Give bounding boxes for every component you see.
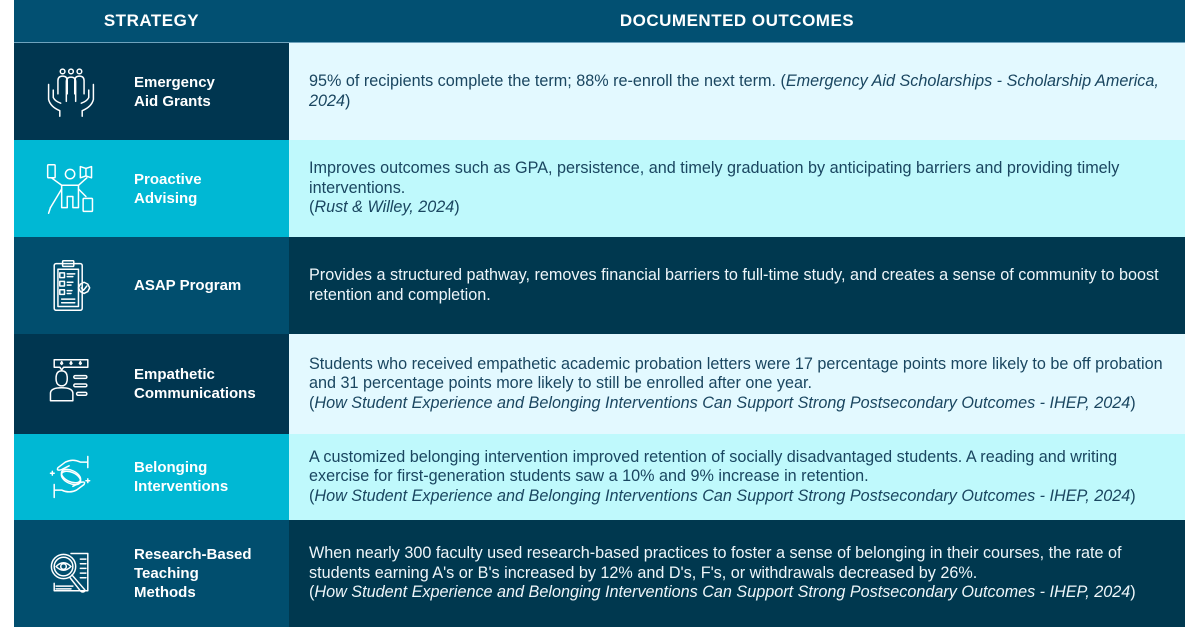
table-row <box>14 334 1185 434</box>
person-rating-feedback-icon <box>42 355 100 413</box>
table-row <box>14 237 1185 334</box>
strategy-cell <box>14 334 289 434</box>
header-documented-outcomes: DOCUMENTED OUTCOMES <box>619 11 855 30</box>
outcome-text: 95% of recipients complete the term; 88% re-enroll the next term. (Emergency Aid Scholarships - Scholarship America, 2024) <box>309 72 1159 110</box>
strategy-label: Proactive Advising <box>134 170 202 207</box>
outcome-text: Improves outcomes such as GPA, persistence, and timely graduation by anticipating barriers and providing timely interventions. (Rust & Willey, 2024) <box>309 159 1120 217</box>
citation: How Student Experience and Belonging Interventions Can Support Strong Postsecondary Outcomes - IHEP, 2024 <box>314 486 1131 505</box>
strategy-cell <box>14 43 289 140</box>
outcome-cell <box>289 43 1185 140</box>
header-strategy: STRATEGY <box>103 11 200 30</box>
citation: Rust & Willey, 2024 <box>314 198 455 217</box>
table-row <box>14 43 1185 140</box>
table-row <box>14 140 1185 237</box>
table-header <box>14 0 1185 43</box>
hands-exchanging-coin-icon <box>42 448 100 506</box>
strategy-label: Research-Based Teaching Methods <box>134 546 252 601</box>
multitasking-person-icon <box>42 160 100 218</box>
outcome-cell <box>289 140 1185 237</box>
strategy-cell <box>14 520 289 627</box>
outcome-text: When nearly 300 faculty used research-based practices to foster a sense of belonging in their courses, the rate of students earning A's or B's increased by 12% and D's, F's, or withdrawals decreased by 26%. (How Student Experience and Belonging Interventions Can Support Strong Postsecondary Outcomes - IHEP, 2024) <box>309 544 1136 602</box>
strategy-label: ASAP Program <box>134 277 242 294</box>
table-row <box>14 520 1185 627</box>
outcome-cell <box>289 237 1185 334</box>
strategy-label: Emergency Aid Grants <box>134 73 215 110</box>
strategy-label: Belonging Interventions <box>134 459 229 495</box>
outcome-cell <box>289 334 1185 434</box>
strategy-cell <box>14 140 289 237</box>
outcome-cell <box>289 434 1185 520</box>
outcome-text: Students who received empathetic academic probation letters were 17 percentage points more likely to be off probation and 31 percentage points more likely to still be enrolled after one year. (How Student Experience and Belonging Interventions Can Support Strong Postsecondary Outcomes - IHEP, 2024) <box>309 354 1163 412</box>
hands-holding-people-icon <box>42 63 100 121</box>
outcome-text: A customized belonging intervention improved retention of socially disadvantaged students. A reading and writing exercise for first-generation students saw a 10% and 9% increase in retention. (How Student Experience and Belonging Interventions Can Support Strong Postsecondary Outcomes - IHEP, 2024) <box>309 447 1136 505</box>
citation: How Student Experience and Belonging Interventions Can Support Strong Postsecondary Outcomes - IHEP, 2024 <box>314 583 1131 602</box>
strategies-table <box>14 0 1185 627</box>
strategy-cell <box>14 434 289 520</box>
citation: Emergency Aid Scholarships - Scholarship America, 2024 <box>309 72 1159 110</box>
table-row <box>14 434 1185 520</box>
strategy-cell <box>14 237 289 334</box>
clipboard-checklist-icon <box>42 257 100 315</box>
outcome-text: Provides a structured pathway, removes financial barriers to full-time study, and creates a sense of community to boost retention and completion. <box>309 266 1159 304</box>
citation: How Student Experience and Belonging Interventions Can Support Strong Postsecondary Outcomes - IHEP, 2024 <box>314 393 1131 412</box>
magnifier-document-eye-icon <box>42 545 100 603</box>
outcome-cell <box>289 520 1185 627</box>
strategy-label: Empathetic Communications <box>134 366 256 402</box>
